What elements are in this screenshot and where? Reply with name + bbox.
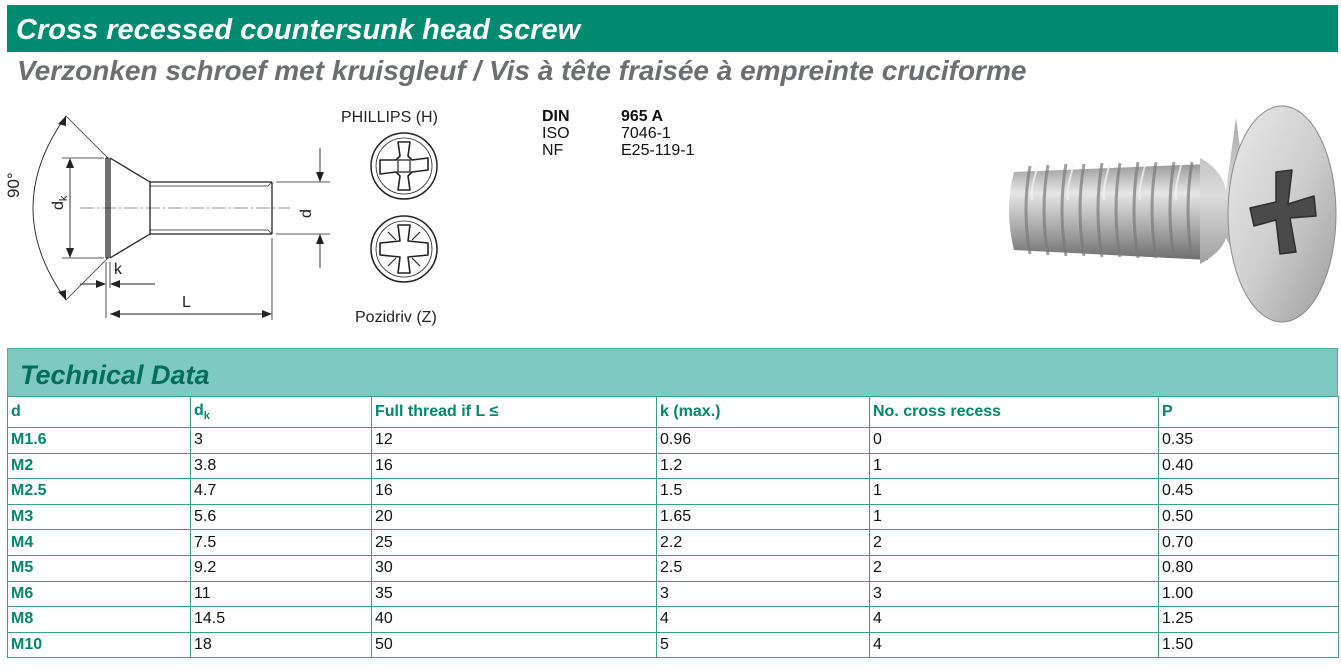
L-dimension-label: L (182, 294, 191, 311)
column-header-p: P (1159, 397, 1339, 428)
table-cell: 0.45 (1159, 479, 1339, 505)
table-cell: 20 (372, 504, 657, 530)
table-cell: M5 (8, 555, 191, 581)
table-cell: 0 (870, 428, 1159, 454)
table-cell: 12 (372, 428, 657, 454)
table-cell: 9.2 (191, 555, 372, 581)
dk-dimension-label: $d_k$ (50, 195, 71, 210)
table-cell: 1 (870, 479, 1159, 505)
column-header-full-thread: Full thread if L ≤ (372, 397, 657, 428)
table-cell: M8 (8, 607, 191, 633)
table-cell: 0.50 (1159, 504, 1339, 530)
table-cell: 3 (191, 428, 372, 454)
table-cell: 5.6 (191, 504, 372, 530)
table-cell: 0.35 (1159, 428, 1339, 454)
column-header-k-max: k (max.) (657, 397, 870, 428)
table-cell: 1.00 (1159, 581, 1339, 607)
table-cell: 35 (372, 581, 657, 607)
table-cell: 1.5 (657, 479, 870, 505)
table-cell: 0.70 (1159, 530, 1339, 556)
table-cell: 25 (372, 530, 657, 556)
table-cell: 11 (191, 581, 372, 607)
standards-list (542, 108, 695, 159)
table-cell: 3.8 (191, 453, 372, 479)
table-body (8, 428, 1339, 658)
table-cell: 1.50 (1159, 632, 1339, 658)
pozidriv-label: Pozidriv (Z) (355, 309, 437, 326)
table-cell: 0.40 (1159, 453, 1339, 479)
table-row (8, 581, 1339, 607)
table-cell: M1.6 (8, 428, 191, 454)
screw-technical-drawing (0, 98, 480, 333)
angle-90-label: 90° (4, 172, 23, 198)
table-row (8, 607, 1339, 633)
table-cell: 3 (870, 581, 1159, 607)
table-row (8, 453, 1339, 479)
table-cell: 16 (372, 479, 657, 505)
table-cell: 1.25 (1159, 607, 1339, 633)
table-row (8, 428, 1339, 454)
d-dimension-label: d (298, 209, 315, 218)
column-header-d: d (8, 397, 191, 428)
table-cell: 1.2 (657, 453, 870, 479)
table-row (8, 479, 1339, 505)
table-cell: 4 (870, 632, 1159, 658)
table-cell: M4 (8, 530, 191, 556)
page-title: Cross recessed countersunk head screw (7, 5, 1338, 52)
table-cell: 0.80 (1159, 555, 1339, 581)
table-cell: 1 (870, 504, 1159, 530)
table-cell: 30 (372, 555, 657, 581)
table-cell: 3 (657, 581, 870, 607)
table-cell: 2 (870, 530, 1159, 556)
column-header-cross-recess: No. cross recess (870, 397, 1159, 428)
table-cell: 40 (372, 607, 657, 633)
table-cell: 16 (372, 453, 657, 479)
table-cell: 4 (870, 607, 1159, 633)
column-header-dk: $d_k$ (191, 397, 372, 428)
table-cell: M2.5 (8, 479, 191, 505)
k-dimension-label: k (114, 261, 122, 278)
page-subtitle: Verzonken schroef met kruisgleuf / Vis à tête fraisée à empreinte cruciforme (17, 55, 1027, 86)
table-cell: 1.65 (657, 504, 870, 530)
table-cell: M6 (8, 581, 191, 607)
table-row (8, 555, 1339, 581)
table-cell: 2.2 (657, 530, 870, 556)
technical-data-heading: Technical Data (7, 348, 1338, 396)
phillips-label: PHILLIPS (H) (341, 109, 438, 126)
screw-product-image (1000, 100, 1338, 328)
standard-row: ISO 7046-1 (542, 125, 671, 142)
table-cell: 18 (191, 632, 372, 658)
table-cell: 50 (372, 632, 657, 658)
table-cell: 14.5 (191, 607, 372, 633)
standard-row: DIN 965 A (542, 108, 664, 125)
table-cell: M3 (8, 504, 191, 530)
table-cell: M2 (8, 453, 191, 479)
table-cell: 2 (870, 555, 1159, 581)
technical-data-table (7, 396, 1339, 658)
table-row (8, 632, 1339, 658)
table-cell: 4 (657, 607, 870, 633)
table-row (8, 530, 1339, 556)
table-cell: 7.5 (191, 530, 372, 556)
table-cell: 0.96 (657, 428, 870, 454)
table-cell: 5 (657, 632, 870, 658)
table-row (8, 504, 1339, 530)
table-header-row (8, 397, 1339, 428)
table-cell: M10 (8, 632, 191, 658)
table-cell: 1 (870, 453, 1159, 479)
table-cell: 2.5 (657, 555, 870, 581)
table-cell: 4.7 (191, 479, 372, 505)
standard-row: NF E25-119-1 (542, 142, 695, 159)
